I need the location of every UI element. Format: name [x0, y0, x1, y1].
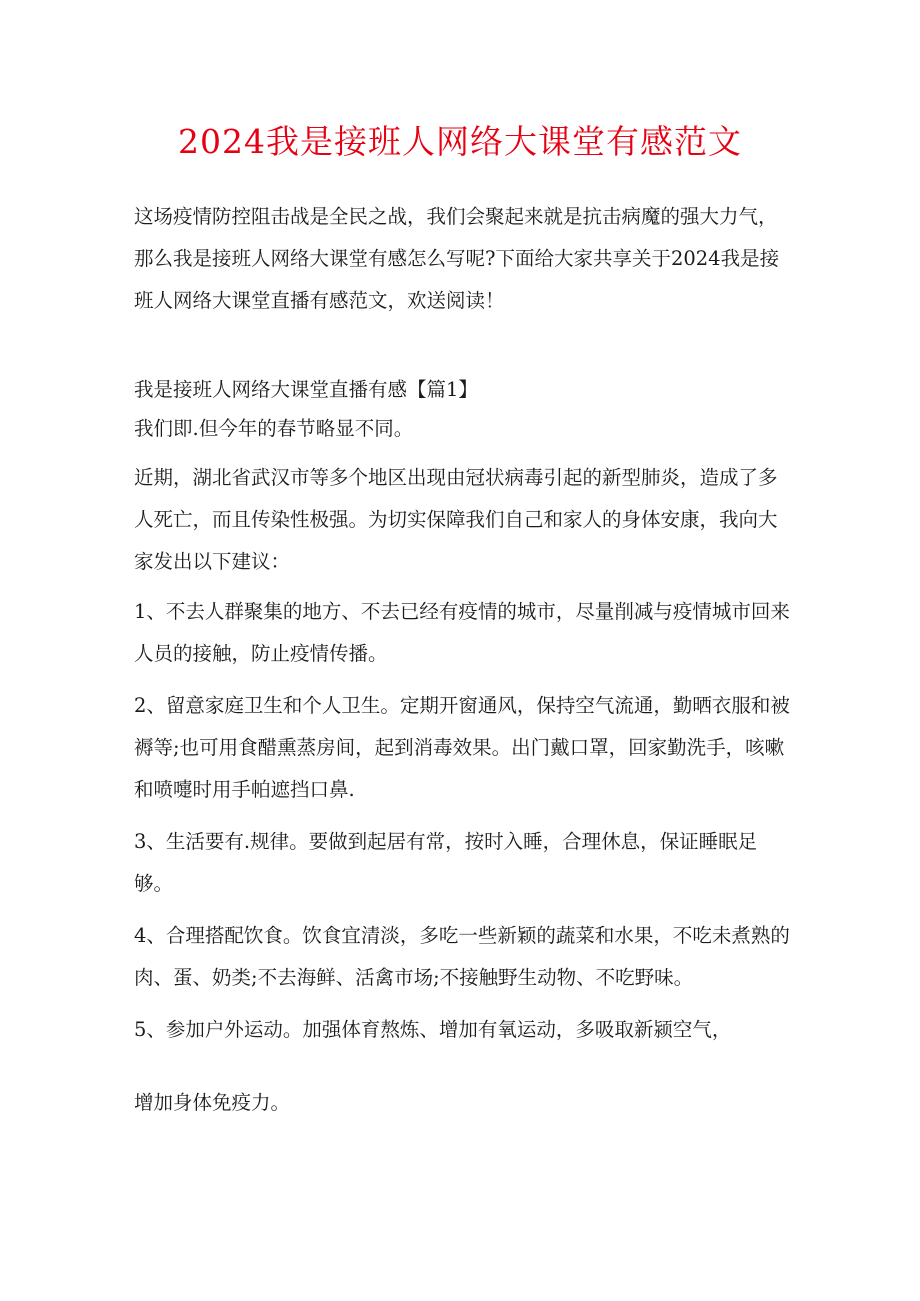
- paragraph-2: 近期，湖北省武汉市等多个地区出现由冠状病毒引起的新型肺炎，造成了多人死亡，而且传染性极强。为切实保障我们自己和家人的身体安康，我向大家发出以下建议：: [134, 466, 778, 573]
- closing-line: 增加身体免疫力。: [134, 1091, 291, 1114]
- page-title: 2024我是接班人网络大课堂有感范文: [178, 122, 742, 161]
- list-item: 2、留意家庭卫生和个人卫生。定期开窗通风，保持空气流通，勤晒衣服和被褥等;也可用食醋熏蒸房间，起到消毒效果。出门戴口罩，回家勤洗手，咳嗽和喷嚏时用手帕遮挡口鼻.: [134, 694, 790, 801]
- list-item: 4、合理搭配饮食。饮食宜清淡，多吃一些新颖的蔬菜和水果，不吃未煮熟的肉、蛋、奶类;不去海鲜、活禽市场;不接触野生动物、不吃野味。: [134, 924, 790, 989]
- list-item: 5、参加户外运动。加强体育熬炼、增加有氧运动，多吸取新颍空气，: [134, 1018, 732, 1041]
- list-item: 3、生活要有.规律。要做到起居有常，按时入睡，合理休息，保证睡眠足够。: [134, 830, 758, 895]
- list-item: 1、不去人群聚集的地方、不去已经有疫情的城市，尽量削减与疫情城市回来人员的接触，防止疫情传播。: [134, 600, 790, 665]
- intro-paragraph: [134, 196, 794, 322]
- section-heading: 我是接班人网络大课堂直播有感【篇1】: [134, 378, 478, 401]
- paragraph-1: 我们即.但今年的春节略显不同。: [134, 417, 414, 440]
- document-body: [134, 196, 794, 1121]
- intro-text: 这场疫情防控阻击战是全民之战，我们会聚起来就是抗击病魔的强大力气，那么我是接班人网络大课堂有感怎么写呢?下面给大家共享关于2024我是接班人网络大课堂直播有感范文，欢送阅读！: [134, 205, 780, 312]
